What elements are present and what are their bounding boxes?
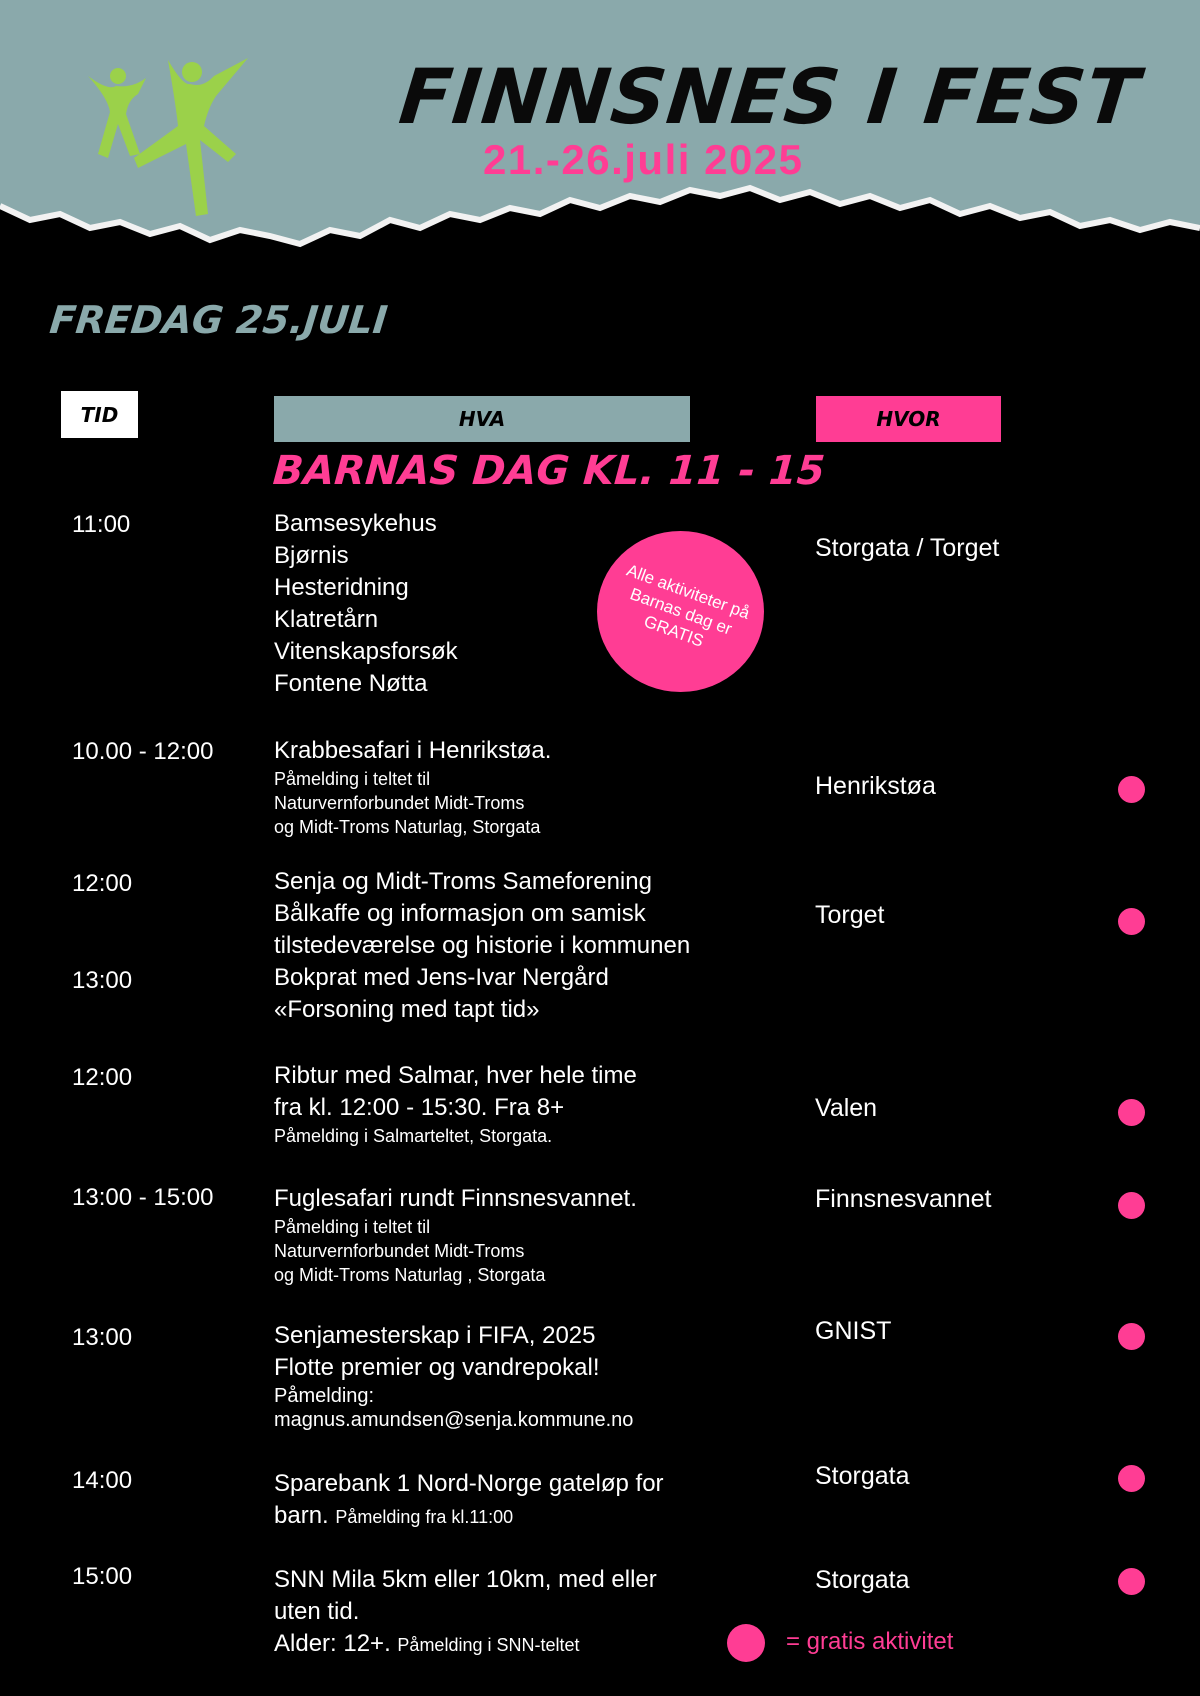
event-line: Ribtur med Salmar, hver hele time bbox=[274, 1062, 637, 1089]
event-time: 12:00 bbox=[72, 1064, 133, 1091]
event-place: GNIST bbox=[815, 1317, 892, 1345]
event-note: Påmelding fra kl.11:00 bbox=[335, 1507, 514, 1527]
event-line: fra kl. 12:00 - 15:30. Fra 8+ bbox=[274, 1094, 565, 1121]
event-time: 10.00 - 12:00 bbox=[72, 738, 214, 765]
free-activity-dot bbox=[1118, 1465, 1145, 1492]
column-header-what: HVA bbox=[274, 396, 690, 442]
event-note: Påmelding: bbox=[274, 1385, 375, 1407]
event-title: Fuglesafari rundt Finnsnesvannet. bbox=[274, 1185, 637, 1212]
event-title: Krabbesafari i Henrikstøa. bbox=[274, 737, 552, 764]
event-line: uten tid. bbox=[274, 1598, 360, 1625]
column-header-where: HVOR bbox=[816, 396, 1001, 442]
event-place: Henrikstøa bbox=[815, 772, 936, 800]
event-line: Alder: 12+. bbox=[274, 1630, 391, 1657]
event-line: tilstedeværelse og historie i kommunen bbox=[274, 932, 691, 959]
activity-item: Vitenskapsforsøk bbox=[274, 638, 458, 665]
event-place: Valen bbox=[815, 1094, 878, 1122]
event-line: barn. bbox=[274, 1502, 329, 1529]
event-description bbox=[274, 1320, 633, 1432]
event-description bbox=[274, 1468, 664, 1533]
free-activity-dot bbox=[1118, 1099, 1145, 1126]
legend-text: = gratis aktivitet bbox=[786, 1628, 954, 1655]
festival-title: FINNSNES I FEST bbox=[395, 52, 1144, 141]
event-time: 13:00 - 15:00 bbox=[72, 1184, 214, 1211]
event-line: «Forsoning med tapt tid» bbox=[274, 996, 540, 1023]
free-badge-text: Alle aktiviteter på Barnas dag er GRATIS bbox=[623, 560, 752, 651]
event-description bbox=[274, 1564, 657, 1661]
event-description bbox=[274, 866, 690, 1026]
event-line: Sparebank 1 Nord-Norge gateløp for bbox=[274, 1470, 664, 1497]
activity-item: Klatretårn bbox=[274, 606, 379, 633]
event-description bbox=[274, 1183, 637, 1287]
event-time: 11:00 bbox=[72, 511, 131, 538]
header-banner bbox=[0, 0, 1200, 270]
activity-item: Bamsesykehus bbox=[274, 510, 437, 537]
event-note: Påmelding i teltet til bbox=[274, 769, 431, 789]
event-time: 12:00 bbox=[72, 870, 133, 897]
legend-dot bbox=[727, 1624, 765, 1662]
free-activity-dot bbox=[1118, 908, 1145, 935]
event-note: magnus.amundsen@senja.kommune.no bbox=[274, 1409, 634, 1431]
event-note: Naturvernforbundet Midt-Troms bbox=[274, 1241, 525, 1261]
event-time: 14:00 bbox=[72, 1467, 133, 1494]
activity-item: Hesteridning bbox=[274, 574, 409, 601]
event-note: og Midt-Troms Naturlag, Storgata bbox=[274, 817, 541, 837]
event-note: Påmelding i SNN-teltet bbox=[397, 1635, 580, 1655]
free-activity-dot bbox=[1118, 1323, 1145, 1350]
event-description bbox=[274, 1060, 637, 1148]
event-line: Senja og Midt-Troms Sameforening bbox=[274, 868, 652, 895]
event-note: og Midt-Troms Naturlag , Storgata bbox=[274, 1265, 546, 1285]
event-place: Storgata bbox=[815, 1566, 910, 1594]
free-activity-dot bbox=[1118, 776, 1145, 803]
event-description bbox=[274, 508, 458, 700]
free-badge bbox=[597, 531, 764, 692]
event-place: Torget bbox=[815, 901, 885, 929]
event-time: 15:00 bbox=[72, 1563, 133, 1590]
event-time: 13:00 bbox=[72, 967, 133, 994]
festival-logo bbox=[78, 36, 278, 226]
free-activity-dot bbox=[1118, 1192, 1145, 1219]
free-activity-dot bbox=[1118, 1568, 1145, 1595]
event-place: Finnsnesvannet bbox=[815, 1185, 992, 1213]
event-line: Flotte premier og vandrepokal! bbox=[274, 1354, 600, 1381]
event-line: SNN Mila 5km eller 10km, med eller bbox=[274, 1566, 657, 1593]
event-line: Bålkaffe og informasjon om samisk bbox=[274, 900, 646, 927]
event-place: Storgata bbox=[815, 1462, 910, 1490]
activity-item: Fontene Nøtta bbox=[274, 670, 428, 697]
event-place: Storgata / Torget bbox=[815, 534, 1000, 562]
festival-dates: 21.-26.juli 2025 bbox=[483, 136, 804, 183]
event-note: Naturvernforbundet Midt-Troms bbox=[274, 793, 525, 813]
event-line: Bokprat med Jens-Ivar Nergård bbox=[274, 964, 609, 991]
event-time: 13:00 bbox=[72, 1324, 133, 1351]
event-note: Påmelding i teltet til bbox=[274, 1217, 431, 1237]
section-heading: BARNAS DAG KL. 11 - 15 bbox=[271, 448, 827, 494]
activity-item: Bjørnis bbox=[274, 542, 349, 569]
day-heading: FREDAG 25.JULI bbox=[47, 298, 390, 342]
column-header-time: TID bbox=[61, 391, 138, 438]
event-line: Senjamesterskap i FIFA, 2025 bbox=[274, 1322, 596, 1349]
event-description bbox=[274, 735, 551, 839]
event-note: Påmelding i Salmarteltet, Storgata. bbox=[274, 1126, 553, 1146]
